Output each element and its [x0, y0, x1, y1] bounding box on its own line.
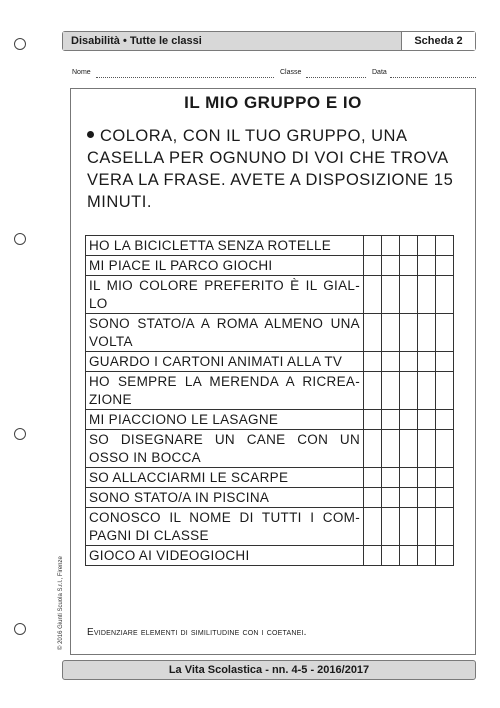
statement-text: SONO STATO/A IN PISCINA	[86, 488, 364, 508]
color-box[interactable]	[364, 256, 382, 276]
worksheet-card	[70, 88, 476, 655]
teacher-note: Evidenziare elementi di similitudine con i coetanei.	[87, 627, 307, 638]
color-box[interactable]	[436, 410, 454, 430]
color-box[interactable]	[382, 314, 400, 352]
color-box[interactable]	[382, 256, 400, 276]
scheda-label: Scheda 2	[401, 32, 475, 50]
publication-footer: La Vita Scolastica - nn. 4-5 - 2016/2017	[62, 660, 476, 680]
color-box[interactable]	[382, 352, 400, 372]
statement-row	[86, 430, 454, 468]
binder-hole-4	[14, 623, 26, 635]
color-box[interactable]	[364, 314, 382, 352]
classe-line[interactable]	[306, 77, 366, 78]
statement-text: HO SEMPRE LA MERENDA A RICREA-ZIONE	[86, 372, 364, 410]
color-box[interactable]	[382, 546, 400, 566]
color-box[interactable]	[418, 256, 436, 276]
color-box[interactable]	[364, 488, 382, 508]
color-box[interactable]	[400, 236, 418, 256]
color-box[interactable]	[418, 410, 436, 430]
statement-text: MI PIACCIONO LE LASAGNE	[86, 410, 364, 430]
binder-hole-1	[14, 38, 26, 50]
header-bar	[62, 31, 476, 51]
statement-text: SO ALLACCIARMI LE SCARPE	[86, 468, 364, 488]
statement-row	[86, 468, 454, 488]
color-box[interactable]	[400, 410, 418, 430]
color-box[interactable]	[364, 468, 382, 488]
data-label: Data	[372, 69, 387, 76]
statement-row	[86, 508, 454, 546]
statement-text: CONOSCO IL NOME DI TUTTI I COM-PAGNI DI CLASSE	[86, 508, 364, 546]
color-box[interactable]	[382, 468, 400, 488]
color-box[interactable]	[418, 488, 436, 508]
statement-row	[86, 276, 454, 314]
color-box[interactable]	[436, 276, 454, 314]
statement-row	[86, 546, 454, 566]
color-box[interactable]	[364, 410, 382, 430]
binder-hole-2	[14, 233, 26, 245]
bullet-icon	[87, 131, 94, 138]
color-box[interactable]	[364, 508, 382, 546]
color-box[interactable]	[400, 276, 418, 314]
color-box[interactable]	[400, 256, 418, 276]
color-box[interactable]	[418, 276, 436, 314]
color-box[interactable]	[364, 372, 382, 410]
statement-row	[86, 236, 454, 256]
binder-hole-3	[14, 428, 26, 440]
statement-row	[86, 372, 454, 410]
statement-text: SONO STATO/A A ROMA ALMENO UNA VOLTA	[86, 314, 364, 352]
color-box[interactable]	[382, 372, 400, 410]
statement-text: IL MIO COLORE PREFERITO È IL GIAL-LO	[86, 276, 364, 314]
color-box[interactable]	[436, 236, 454, 256]
color-box[interactable]	[436, 468, 454, 488]
instruction-text: COLORA, CON IL TUO GRUPPO, UNA CASELLA PER OGNUNO DI VOI CHE TROVA VERA LA FRASE. AVETE A DISPOSIZIONE 15 MINUTI.	[87, 127, 454, 211]
color-box[interactable]	[400, 372, 418, 410]
color-box[interactable]	[400, 352, 418, 372]
category-label: Disabilità • Tutte le classi	[71, 35, 202, 47]
statement-text: HO LA BICICLETTA SENZA ROTELLE	[86, 236, 364, 256]
instruction	[87, 125, 467, 213]
statement-row	[86, 256, 454, 276]
color-box[interactable]	[418, 468, 436, 488]
color-box[interactable]	[418, 314, 436, 352]
classe-label: Classe	[280, 69, 302, 76]
data-line[interactable]	[390, 77, 476, 78]
color-box[interactable]	[382, 276, 400, 314]
statement-row	[86, 488, 454, 508]
color-box[interactable]	[436, 352, 454, 372]
color-box[interactable]	[400, 546, 418, 566]
color-box[interactable]	[400, 468, 418, 488]
nome-label: Nome	[72, 69, 91, 76]
color-box[interactable]	[400, 508, 418, 546]
color-box[interactable]	[418, 352, 436, 372]
color-box[interactable]	[436, 256, 454, 276]
statement-table	[85, 235, 454, 566]
statement-row	[86, 410, 454, 430]
color-box[interactable]	[382, 488, 400, 508]
statement-text: GIOCO AI VIDEOGIOCHI	[86, 546, 364, 566]
color-box[interactable]	[364, 546, 382, 566]
color-box[interactable]	[418, 508, 436, 546]
color-box[interactable]	[418, 236, 436, 256]
color-box[interactable]	[364, 236, 382, 256]
color-box[interactable]	[418, 372, 436, 410]
student-fields	[72, 69, 476, 81]
statement-text: MI PIACE IL PARCO GIOCHI	[86, 256, 364, 276]
statement-text: SO DISEGNARE UN CANE CON UN OSSO IN BOCCA	[86, 430, 364, 468]
color-box[interactable]	[400, 430, 418, 468]
statement-row	[86, 352, 454, 372]
color-box[interactable]	[382, 410, 400, 430]
color-box[interactable]	[382, 508, 400, 546]
color-box[interactable]	[436, 372, 454, 410]
color-box[interactable]	[364, 352, 382, 372]
statement-text: GUARDO I CARTONI ANIMATI ALLA TV	[86, 352, 364, 372]
color-box[interactable]	[400, 488, 418, 508]
color-box[interactable]	[436, 314, 454, 352]
statement-row	[86, 314, 454, 352]
color-box[interactable]	[364, 276, 382, 314]
color-box[interactable]	[436, 546, 454, 566]
nome-line[interactable]	[96, 77, 274, 78]
color-box[interactable]	[436, 508, 454, 546]
color-box[interactable]	[382, 236, 400, 256]
color-box[interactable]	[400, 314, 418, 352]
worksheet-title: IL MIO GRUPPO E IO	[184, 93, 362, 112]
copyright: © 2016 Giunti Scuola S.r.l., Firenze	[58, 556, 64, 650]
color-box[interactable]	[364, 430, 382, 468]
color-box[interactable]	[436, 430, 454, 468]
color-box[interactable]	[382, 430, 400, 468]
color-box[interactable]	[418, 546, 436, 566]
color-box[interactable]	[436, 488, 454, 508]
color-box[interactable]	[418, 430, 436, 468]
